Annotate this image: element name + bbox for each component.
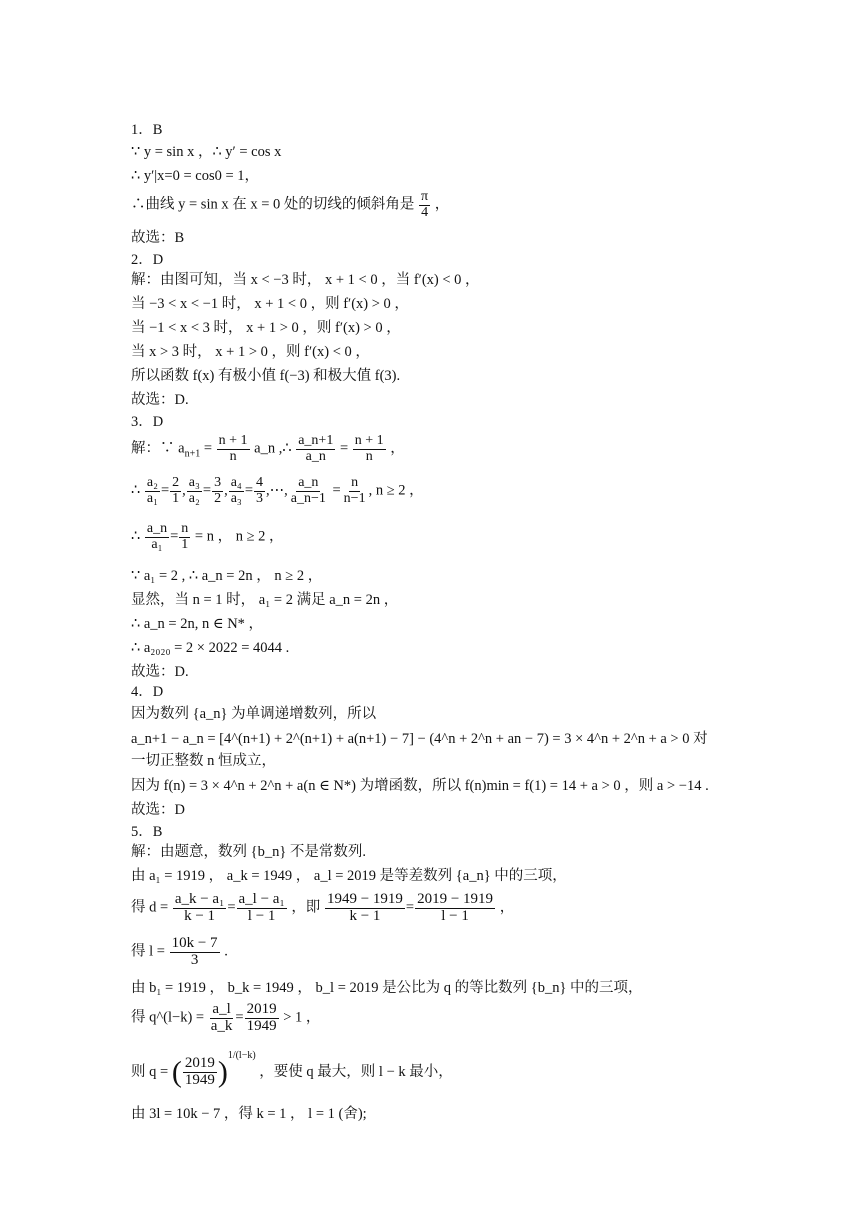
q1-line-2: ∴ y′|x=0 = cos0 = 1，: [131, 168, 260, 184]
q3-l1-frac-2-num: a_n+1: [298, 433, 334, 448]
q5-line-7: [131, 1050, 453, 1091]
q5-line-5: 由 b₁ = 1919 ， b_k = 1949 ， b_l = 2019 是公比为 q 的等比数列 {b_n} 中的三项，: [131, 980, 643, 996]
q3-l2-f5: [229, 476, 244, 506]
q5-l7-f1: [183, 1056, 217, 1089]
q5-line-2: 由 a₁ = 1919 ， a_k = 1949 ， a_l = 2019 是等差数列 {a_n} 中的三项，: [131, 868, 567, 884]
q3-l2-f7: [289, 476, 328, 506]
q3-l1-frac-2: [296, 434, 335, 464]
q3-l2-f1-num: a₂: [146, 475, 158, 490]
q5-l6-f2-den: 1949: [246, 1017, 277, 1034]
q5-l3-f1-den: k − 1: [184, 907, 216, 924]
q5-l4-f1-den: 3: [190, 951, 199, 968]
q3-l1-frac-1-num: n + 1: [218, 433, 248, 448]
q1-fraction-den: 4: [421, 204, 429, 220]
q3-l2-f3-num: a₃: [188, 475, 200, 490]
q5-l3-f2-num: a_l − a₁: [238, 891, 285, 907]
q3-l3-f2-den: 1: [181, 536, 189, 552]
q5-l7-f1-den: 1949: [184, 1072, 215, 1089]
q2-answer: 故选：D.: [131, 392, 189, 408]
q3-l2-f2-num: 2: [172, 475, 180, 490]
q3-line-6: ∴ a_n = 2n, n ∈ N* ，: [131, 616, 264, 632]
q3-l3-f2-num: n: [181, 521, 189, 536]
q3-l2-f3: [187, 476, 202, 506]
q3-l1-frac-3-den: n: [365, 448, 373, 464]
q5-l3-f2: [237, 892, 287, 925]
q3-l1-frac-3: [353, 434, 386, 464]
q3-line-5: 显然，当 n = 1 时， a₁ = 2 满足 a_n = 2n ，: [131, 592, 399, 608]
q3-l3-f1-den: a₁: [151, 536, 163, 552]
q3-l3-f1: [145, 522, 169, 552]
q5-l3-post: ，: [499, 899, 515, 916]
q3-l2-f6-num: 4: [256, 475, 263, 490]
q3-l1-post: ，: [390, 440, 405, 457]
q3-l3-post: = n ， n ≥ 2 ，: [194, 528, 284, 545]
q5-l4-post: .: [224, 943, 228, 960]
q1-line-3-post: ，: [434, 196, 450, 213]
q2-line-2: 当 −3 < x < −1 时， x + 1 < 0 ，则 f′(x) > 0 ，: [131, 296, 409, 312]
q5-line-3: 得 d = $\frac{\text{a\_k − a₁}}{k - 1}$ = $\frac{\text{a\_l − a₁}}{l - 1}$ ，即 $\frac{1949 - 1919}{k - 1}$ = $\frac{2019 - 1919}{l - 1}$ ，: [131, 891, 515, 924]
q4-line-2: a_n+1 − a_n = [4^(n+1) + 2^(n+1) + a(n+1) − 7] − (4^n + 2^n + an − 7) = 3 × 4^n + 2^n + a > 0 对一切正整数 n 恒成立，: [131, 731, 708, 769]
q5-l6-f2: [245, 1002, 279, 1035]
q5-line-1: 解：由题意，数列 {b_n} 不是常数列.: [131, 844, 367, 860]
q3-l2-f2-den: 1: [172, 490, 180, 506]
q1-fraction-num: π: [421, 189, 429, 204]
q3-l2-f6: [254, 476, 265, 506]
q3-l2-f8-num: n: [351, 475, 359, 490]
q5-l6-f2-num: 2019: [246, 1001, 277, 1017]
q2-heading: 2．D: [131, 252, 164, 268]
q5-l6-f1: [209, 1002, 235, 1035]
q5-l3-f4-num: 2019 − 1919: [417, 891, 494, 907]
q3-l2-f8: [342, 476, 368, 506]
q5-l7-pre: 则 q =: [131, 1064, 169, 1080]
q5-l7-f1-num: 2019: [184, 1055, 215, 1072]
q3-l1-frac-3-num: n + 1: [354, 433, 384, 448]
q5-l6-f1-den: a_k: [210, 1017, 233, 1034]
q3-l2-post: , n ≥ 2 ，: [368, 482, 424, 499]
q3-l2-f1-den: a₁: [146, 490, 158, 506]
q5-l3-f1-num: a_k − a₁: [174, 891, 225, 907]
q2-line-5: 所以函数 f(x) 有极小值 f(−3) 和极大值 f(3).: [131, 368, 401, 384]
q2-line-1: 解：由图可知，当 x < −3 时， x + 1 < 0 ，当 f′(x) < 0 ，: [131, 272, 480, 288]
q5-l3-mid: ，即: [291, 899, 321, 916]
q1-line-1: ∵ y = sin x ，∴ y′ = cos x: [131, 144, 282, 160]
q3-l2-f5-den: a₃: [230, 490, 242, 506]
q5-l7-exponent: 1/(l−k): [227, 1050, 256, 1061]
q3-l1-frac-1-den: n: [229, 448, 237, 464]
q3-l2-f5-num: a₄: [230, 475, 242, 490]
q5-l3-f3-num: 1949 − 1919: [326, 891, 403, 907]
q3-l2-f7-den: a_n−1: [290, 490, 326, 506]
q5-line-4: [131, 936, 228, 969]
q5-l3-f1: [173, 892, 227, 925]
q5-line-8: 由 3l = 10k − 7 ，得 k = 1 ， l = 1 (舍);: [131, 1106, 367, 1122]
q2-line-3: 当 −1 < x < 3 时， x + 1 > 0 ，则 f′(x) > 0 ，: [131, 320, 401, 336]
q3-l2-f2: [170, 476, 181, 506]
q3-l1-frac-1: [217, 434, 250, 464]
q5-l7-paren-close: ): [217, 1055, 228, 1089]
q3-line-7: ∴ a₂₀₂₀ = 2 × 2022 = 4044 .: [131, 640, 290, 656]
q5-l7-post: ，要使 q 最大，则 l − k 最小，: [259, 1064, 453, 1080]
q5-l3-f4-den: l − 1: [441, 907, 469, 924]
q3-l2-f1: [145, 476, 160, 506]
q4-answer: 故选：D: [131, 802, 185, 818]
q1-fraction-pi-over-4: [419, 190, 430, 220]
q3-l3-f2: [179, 522, 190, 552]
q5-heading: 5．B: [131, 824, 163, 840]
q4-line-1: 因为数列 {a_n} 为单调递增数列，所以: [131, 706, 377, 722]
q3-line-2: ∴ $\frac{\text{a₂}}{\text{a₁}}$ = $\frac{2}{1}$ , $\frac{\text{a₃}}{\text{a₂}}$ = $\frac{3}{2}$ , $\frac{\text{a₄}}{\text{a₃}}$ = $\frac{4}{3}$ ,⋯, $\frac{a\_n}{a\_n-1}$ = $\frac{n}{n-1}$ , n ≥ 2 ，: [131, 475, 424, 506]
q3-l2-f4: [212, 476, 223, 506]
q5-l3-f4: [415, 892, 495, 925]
q1-answer: 故选：B: [131, 230, 185, 246]
q3-l1-pre: 解：∵ a: [131, 440, 185, 457]
q5-l4-pre: 得 l =: [131, 943, 165, 960]
q5-l3-f2-den: l − 1: [247, 907, 276, 924]
q1-line-3: [131, 190, 449, 220]
q3-l1-frac-2-den: a_n: [305, 448, 326, 464]
q5-l6-post: > 1 ，: [283, 1009, 321, 1026]
q3-l2-f7-num: a_n: [298, 475, 319, 490]
q5-l3-f3-den: k − 1: [349, 907, 381, 924]
q3-answer: 故选：D.: [131, 664, 189, 680]
q3-l2-f4-den: 2: [214, 490, 222, 506]
q3-line-3: ∴ $\frac{a\_n}{\text{a₁}}$ = $\frac{n}{1}$ = n ， n ≥ 2 ，: [131, 521, 284, 552]
q5-l7-paren-open: (: [171, 1055, 182, 1089]
q3-l2-f8-den: n−1: [343, 490, 366, 506]
q4-line-3: 因为 f(n) = 3 × 4^n + 2^n + a(n ∈ N*) 为增函数，所以 f(n)min = f(1) = 14 + a > 0 ，则 a > −14 .: [131, 778, 709, 794]
q5-l6-pre: 得 q^(l−k) =: [131, 1009, 205, 1026]
q5-l3-f3: [325, 892, 405, 925]
q5-line-6: 得 q^(l−k) = $\frac{a\_l}{a\_k}$ = $\frac{2019}{1949}$ > 1 ，: [131, 1001, 321, 1034]
q5-l4-f1: [170, 936, 220, 969]
q5-l3-pre: 得 d =: [131, 899, 169, 916]
q3-l2-f6-den: 3: [256, 490, 263, 506]
q4-heading: 4．D: [131, 684, 164, 700]
q3-l3-f1-num: a_n: [146, 521, 168, 536]
q3-line-4: ∵ a₁ = 2 , ∴ a_n = 2n ， n ≥ 2 ，: [131, 568, 323, 584]
q1-heading: 1．B: [131, 122, 163, 138]
q1-line-3-text: ∴曲线 y = sin x 在 x = 0 处的切线的倾斜角是: [131, 196, 415, 213]
q3-l2-f4-num: 3: [214, 475, 222, 490]
q3-l1-mid: a_n ,∴: [254, 440, 292, 457]
q5-l4-f1-num: 10k − 7: [171, 935, 218, 951]
q5-l6-f1-num: a_l: [212, 1001, 231, 1017]
q3-line-1: 解：∵ $a_{n+1}$ = $\frac{n + 1}{n}$ a_n ,∴ $\frac{a\_n+1}{a\_n}$ = $\frac{n + 1}{n}$ ，: [131, 433, 405, 464]
q2-line-4: 当 x > 3 时， x + 1 > 0 ，则 f′(x) < 0 ，: [131, 344, 370, 360]
q3-l2-f3-den: a₂: [188, 490, 200, 506]
q3-heading: 3．D: [131, 414, 164, 430]
